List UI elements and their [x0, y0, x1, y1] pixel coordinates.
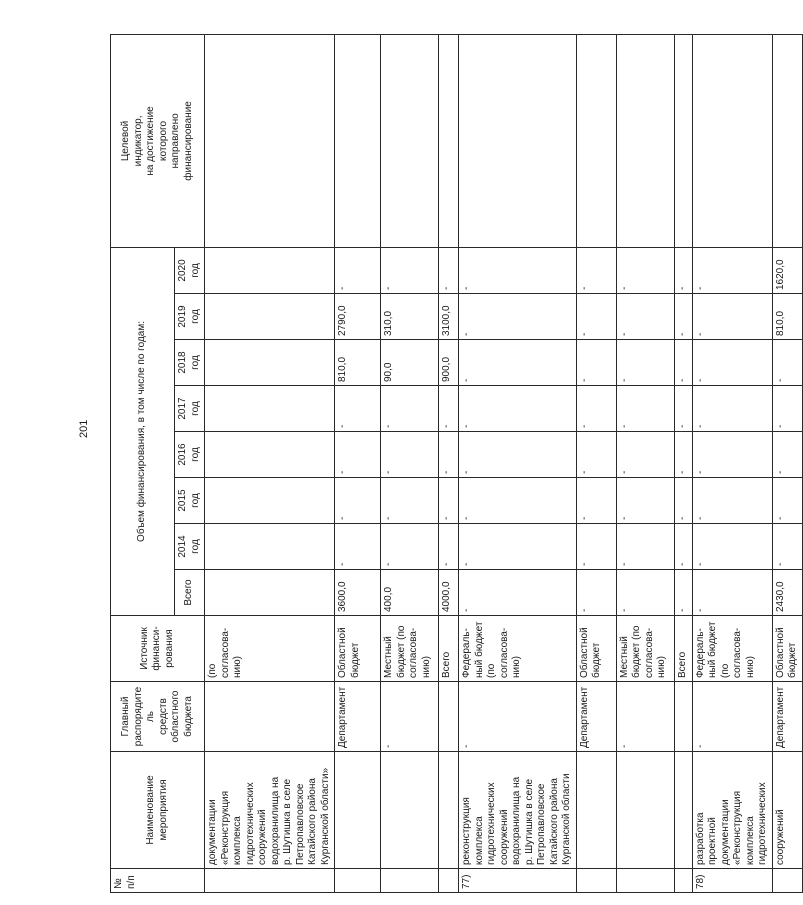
cell-y2018: 810,0 — [335, 340, 381, 386]
table-row — [439, 34, 459, 892]
cell-total: 3600,0 — [335, 570, 381, 616]
cell-y2014: - — [616, 524, 674, 570]
cell-source: Федераль- ный бюджет (по согласова- нию) — [692, 616, 772, 682]
table-row — [205, 34, 335, 892]
cell-indicator — [205, 34, 335, 247]
cell-y2018: 900,0 — [439, 340, 459, 386]
cell-num — [674, 869, 692, 893]
header-year-2019: 2019 год — [175, 294, 205, 340]
cell-y2017: - — [459, 386, 577, 432]
cell-y2017: - — [692, 386, 772, 432]
cell-y2015: - — [576, 478, 616, 524]
cell-indicator — [674, 34, 692, 247]
cell-manager: - — [616, 682, 674, 752]
cell-indicator — [459, 34, 577, 247]
cell-num — [576, 869, 616, 893]
cell-manager: - — [692, 682, 772, 752]
header-manager: Главный распорядитель средств областного бюджета — [111, 682, 205, 752]
table-row — [459, 34, 577, 892]
cell-manager: - — [459, 682, 577, 752]
cell-y2018: - — [674, 340, 692, 386]
cell-indicator — [772, 34, 802, 247]
cell-y2017: - — [381, 386, 439, 432]
cell-y2014: - — [459, 524, 577, 570]
cell-total — [205, 570, 335, 616]
cell-indicator — [616, 34, 674, 247]
header-total: Всего — [175, 570, 205, 616]
table-row — [674, 34, 692, 892]
cell-event — [439, 752, 459, 869]
header-source: Источник финанси- рования — [111, 616, 205, 682]
header-event: Наименование мероприятия — [111, 752, 205, 869]
cell-y2018: - — [576, 340, 616, 386]
cell-y2019: - — [674, 294, 692, 340]
cell-total: - — [616, 570, 674, 616]
cell-total: - — [692, 570, 772, 616]
table-body — [205, 34, 803, 892]
cell-y2015: - — [616, 478, 674, 524]
cell-num — [381, 869, 439, 893]
cell-y2020: - — [576, 247, 616, 293]
cell-y2020: 1620,0 — [772, 247, 802, 293]
cell-y2015: - — [459, 478, 577, 524]
cell-y2017: - — [576, 386, 616, 432]
cell-num — [772, 869, 802, 893]
header-indicator: Целевой индикатор, на достижение которого направлено финансирование — [111, 34, 205, 247]
financing-table — [110, 34, 803, 893]
cell-indicator — [335, 34, 381, 247]
cell-num: 77) — [459, 869, 577, 893]
cell-event — [674, 752, 692, 869]
cell-y2015 — [205, 478, 335, 524]
cell-y2019: - — [692, 294, 772, 340]
cell-y2019: 3100,0 — [439, 294, 459, 340]
cell-y2018: - — [459, 340, 577, 386]
cell-y2018: 90,0 — [381, 340, 439, 386]
cell-source: Федераль- ный бюджет (по согласова- нию) — [459, 616, 577, 682]
cell-manager: - — [381, 682, 439, 752]
cell-y2016: - — [335, 432, 381, 478]
cell-total: 2430,0 — [772, 570, 802, 616]
cell-y2014 — [205, 524, 335, 570]
cell-y2016: - — [381, 432, 439, 478]
header-num: № п/п — [111, 869, 205, 893]
table-row — [576, 34, 616, 892]
cell-manager: Департамент — [772, 682, 802, 752]
cell-source: Областной бюджет — [772, 616, 802, 682]
cell-y2020: - — [616, 247, 674, 293]
cell-y2016: - — [772, 432, 802, 478]
cell-y2017: - — [616, 386, 674, 432]
cell-y2020: - — [459, 247, 577, 293]
table-row — [692, 34, 772, 892]
cell-source: (по согласова- нию) — [205, 616, 335, 682]
cell-y2019: 810,0 — [772, 294, 802, 340]
table-header — [111, 34, 205, 892]
cell-y2020: - — [674, 247, 692, 293]
cell-y2019: 310,0 — [381, 294, 439, 340]
cell-y2015: - — [335, 478, 381, 524]
cell-y2014: - — [381, 524, 439, 570]
cell-num — [205, 869, 335, 893]
cell-num — [616, 869, 674, 893]
cell-event: разработка проектной документации «Реконструкция комплекса гидротехнических — [692, 752, 772, 869]
cell-y2016: - — [674, 432, 692, 478]
cell-y2015: - — [772, 478, 802, 524]
cell-num — [335, 869, 381, 893]
cell-y2018: - — [692, 340, 772, 386]
header-year-2015: 2015 год — [175, 478, 205, 524]
cell-y2019 — [205, 294, 335, 340]
table-row — [616, 34, 674, 892]
cell-y2018 — [205, 340, 335, 386]
header-year-2018: 2018 год — [175, 340, 205, 386]
cell-y2017: - — [674, 386, 692, 432]
cell-y2018: - — [772, 340, 802, 386]
header-year-2020: 2020 год — [175, 247, 205, 293]
cell-y2020: - — [692, 247, 772, 293]
cell-y2017 — [205, 386, 335, 432]
cell-y2019: - — [459, 294, 577, 340]
cell-manager: Департамент — [576, 682, 616, 752]
cell-y2015: - — [381, 478, 439, 524]
cell-indicator — [381, 34, 439, 247]
cell-y2014: - — [439, 524, 459, 570]
cell-event — [576, 752, 616, 869]
cell-indicator — [439, 34, 459, 247]
cell-y2016: - — [439, 432, 459, 478]
cell-y2015: - — [674, 478, 692, 524]
cell-y2018: - — [616, 340, 674, 386]
cell-event: документации «Реконструкция комплекса гидротехнических сооружений водохранилища на р. Шутишка в селе Петропавловское Катайского района Курганской области» — [205, 752, 335, 869]
cell-y2015: - — [692, 478, 772, 524]
cell-y2014: - — [772, 524, 802, 570]
cell-total: - — [459, 570, 577, 616]
cell-total: 4000,0 — [439, 570, 459, 616]
cell-event — [335, 752, 381, 869]
cell-y2019: - — [576, 294, 616, 340]
cell-source: Всего — [674, 616, 692, 682]
cell-y2016: - — [616, 432, 674, 478]
cell-y2014: - — [674, 524, 692, 570]
cell-y2020: - — [381, 247, 439, 293]
cell-source: Областной бюджет — [576, 616, 616, 682]
cell-num: 78) — [692, 869, 772, 893]
cell-y2020: - — [439, 247, 459, 293]
cell-y2014: - — [576, 524, 616, 570]
cell-indicator — [576, 34, 616, 247]
cell-event — [616, 752, 674, 869]
cell-y2016: - — [576, 432, 616, 478]
header-year-2017: 2017 год — [175, 386, 205, 432]
cell-y2019: - — [616, 294, 674, 340]
cell-y2016 — [205, 432, 335, 478]
cell-y2019: 2790,0 — [335, 294, 381, 340]
cell-indicator — [692, 34, 772, 247]
cell-y2020 — [205, 247, 335, 293]
cell-y2020: - — [335, 247, 381, 293]
table-row — [381, 34, 439, 892]
cell-manager — [439, 682, 459, 752]
cell-event — [381, 752, 439, 869]
cell-y2014: - — [692, 524, 772, 570]
table-row — [772, 34, 802, 892]
rotated-table-wrapper — [110, 35, 798, 893]
header-year-2014: 2014 год — [175, 524, 205, 570]
cell-y2017: - — [335, 386, 381, 432]
cell-source: Местный бюджет (по согласова- нию) — [381, 616, 439, 682]
cell-y2016: - — [692, 432, 772, 478]
cell-event: реконструкция комплекса гидротехнических сооружений водохранилища на р. Шутишка в селе Петропавловское Катайского района Курганской области — [459, 752, 577, 869]
cell-total: - — [576, 570, 616, 616]
cell-total: 400,0 — [381, 570, 439, 616]
page-number: 201 — [78, 419, 90, 438]
cell-y2014: - — [335, 524, 381, 570]
cell-y2016: - — [459, 432, 577, 478]
cell-source: Всего — [439, 616, 459, 682]
cell-source: Областной бюджет — [335, 616, 381, 682]
cell-source: Местный бюджет (по согласова- нию) — [616, 616, 674, 682]
cell-num — [439, 869, 459, 893]
cell-manager — [205, 682, 335, 752]
cell-y2017: - — [772, 386, 802, 432]
cell-manager: Департамент — [335, 682, 381, 752]
cell-y2017: - — [439, 386, 459, 432]
cell-manager — [674, 682, 692, 752]
header-year-2016: 2016 год — [175, 432, 205, 478]
header-volume: Объем финансирования, в том числе по годам: — [111, 247, 175, 615]
table-row — [335, 34, 381, 892]
cell-total: - — [674, 570, 692, 616]
cell-y2015: - — [439, 478, 459, 524]
cell-event: сооружений — [772, 752, 802, 869]
